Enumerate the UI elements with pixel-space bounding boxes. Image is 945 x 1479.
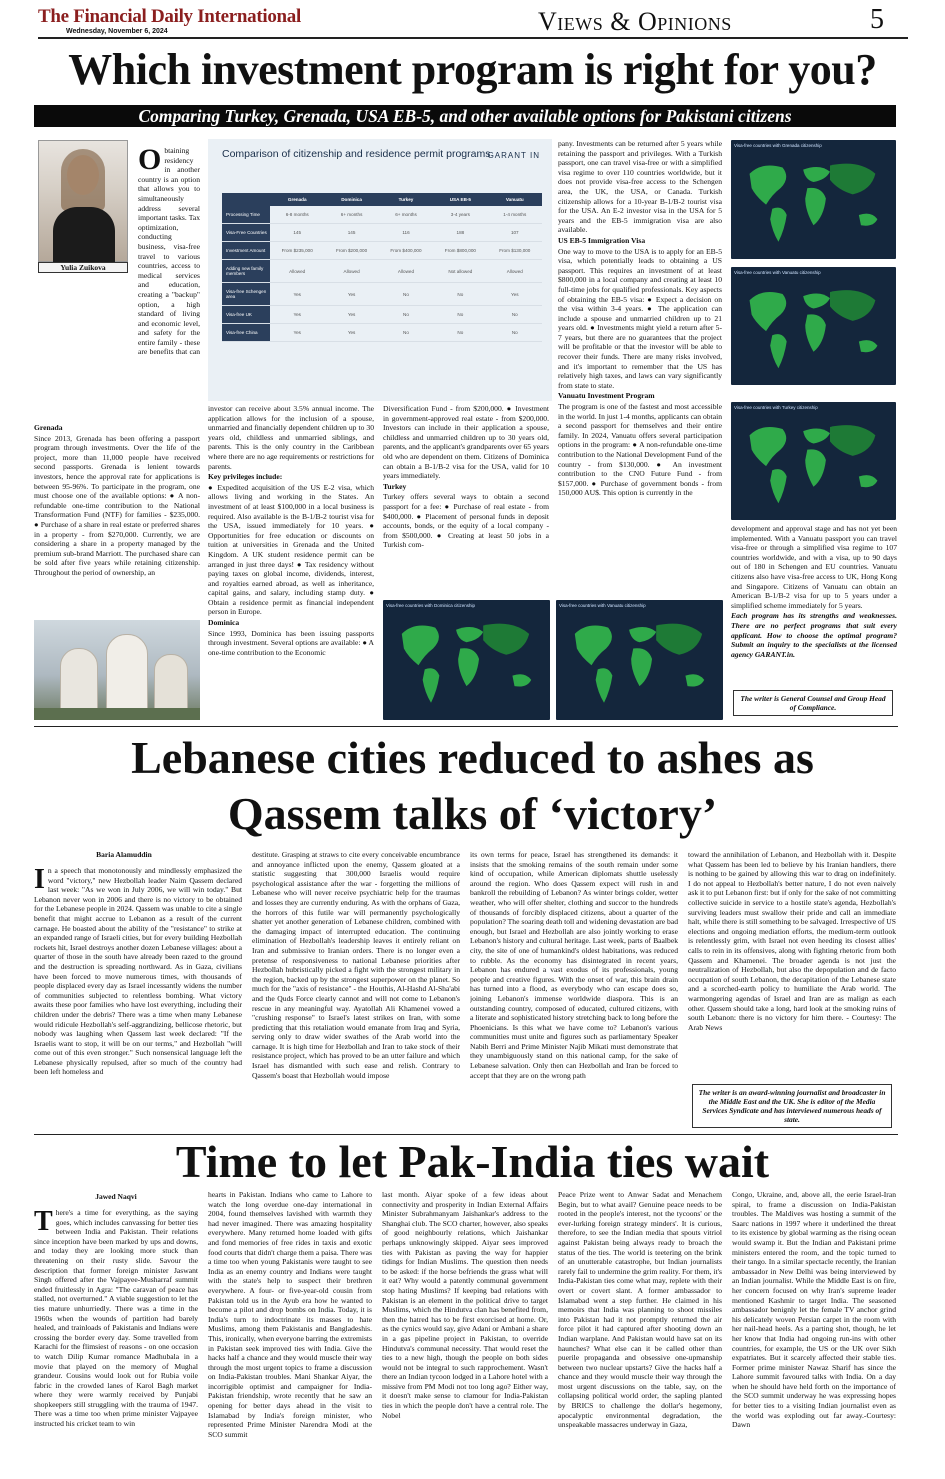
garant-logo: GARANT IN <box>487 151 540 160</box>
table-row-label: Visa-Free Countries <box>222 224 270 242</box>
a1-col3 <box>383 404 549 594</box>
table-row-label: Processing Time <box>222 206 270 224</box>
table-cell: 1-4 months <box>488 206 542 224</box>
a1-text-4: pany. Investments can be returned after 5 years while retaining the passport and privileges. With a Turkish passport, one can travel visa-free or with a simplified visa regime to over 110 countries worldwide, but it does not provide visa-free access to the Schengen area, the UK, the USA, or Canada. Turkish citizenship allows for a 10-year B-1/B-2 tourist visa for the USA. An E-2 investor visa in the USA for 5 years and the EB-5 immigration visa are also available. <box>558 139 722 235</box>
subhead-dominica: Dominica <box>208 618 240 628</box>
table-cell: From $400,000 <box>379 242 433 260</box>
author-photo <box>38 140 128 262</box>
headline-investment: Which investment program is right for you? <box>68 45 877 94</box>
table-cell: Allowed <box>324 260 378 283</box>
table-row <box>222 242 542 260</box>
map-turkey <box>731 402 896 520</box>
a1-text-4c: One way to move to the USA is to apply for an EB-5 visa, which potentially leads to obtaining a US passport. This requires an investment of at least $800,000 in a local company and creating at least 10 full-time jobs for qualified professionals. Key aspects of obtaining the EB-5 visa: ● Expect a decision on the visa within 3-4 years. ● The application can include a spouse and unmarried children up to 21 years old. ● Investments might yield a return after 5-7 years, but there are no guarantees that the project will be profitable or that the investor will be able to recover their funds. There are many risks involved, and it's important to remember that the US has relatively high taxes, and laws can vary significantly from state to state. <box>558 246 722 390</box>
table-row <box>222 283 542 306</box>
a1-text-2c: ● Expedited acquisition of the US E-2 visa, which allows living and working in the States. An investment of at least $100,000 in a local business is required. Also available is the B-1/B-2 tourist visa for the USA, issued immediately for 10 years. ● Opportunities for free education or discounts on tuition at universities in Grenada and the United Kingdom. A UK student residence permit can be arranged in just three days! ● Tax residency without paying taxes on global income, dividends, interest, and royalties earned abroad, as well as inheritance, capital gains, and salary, including stamp duty. ● Obtain a residence permit as financial independent person in Europe. <box>208 482 374 617</box>
section-name: Views & Opinions <box>538 7 732 36</box>
a2-col2 <box>252 850 460 1130</box>
table-row-label: Adding new family members <box>222 260 270 283</box>
table-row-label: Visa-free China <box>222 324 270 342</box>
table-col-header: USA EB-5 <box>433 193 487 206</box>
table-cell: From $800,000 <box>433 242 487 260</box>
a2-col3 <box>470 850 678 1130</box>
page-number: 5 <box>870 4 884 35</box>
paper-name: The Financial Daily International <box>38 6 301 27</box>
a1-text-4e: The program is one of the fastest and most accessible in the world. In just 1-4 months, applicants can obtain a second passport for themselves and their entire family. In 2024, Vanuatu offers several participation options in the program: ● A non-refundable one-time contribution to the National Development Fund of the country - from $130,000. ● An investment contribution to the CNO Future Fund - from $157,000. ● Purchase of government bonds - from 150,000 AU$. This option is currently in the <box>558 402 722 498</box>
world-map-graphic <box>731 402 896 520</box>
table-cell: Yes <box>324 306 378 324</box>
table-cell: No <box>379 306 433 324</box>
table-title: Comparison of citizenship and residence permit programs <box>222 148 491 160</box>
table-corner <box>222 193 270 206</box>
table-cell: 116 <box>379 224 433 242</box>
subhead-grenada: Grenada <box>34 423 63 432</box>
a3-col2 <box>208 1190 372 1476</box>
table-cell: Yes <box>488 283 542 306</box>
issue-date: Wednesday, November 6, 2024 <box>66 28 168 35</box>
table-cell: From $200,000 <box>324 242 378 260</box>
byline-naqvi: Jawed Naqvi <box>95 1192 137 1201</box>
map-title: Visa-free countries with Vanuatu citizenship <box>559 603 646 608</box>
a2-text-2: destitute. Grasping at straws to cite every conceivable encumbrance and annoyance inflicted upon the enemy, Qassem gloated at a statistic suggesting that 300,000 Israelis would require psychological assistance after the war - forgetting the millions of Lebanese who will never receive psychiatric help for the traumas and losses they are currently enduring. As with the orphans of Gaza, the horrors of this futile war will permanently psychologically shatter yet another generation of Lebanese children, combined with the damaging impact of interrupted education. The continuing elimination of Hezbollah's leadership leaves it entirely reliant on Iran and submissive to Iranian orders. There is no longer even a pretense of responsiveness to national Lebanese priorities after Hezbollah hubristically picked a fight with the strongest military in the region, backed up by the strongest superpower on the planet. So much for the "axis of resistance" - the Houthis, Al-Hashd Al-Sha'abi and the Quds Force clearly cannot and will not come to Lebanon's rescue in any meaningful way. Ayatollah Ali Khamenei vowed a "crushing response" to Israel's latest strikes on Iran, with some predicting that this retaliation would emanate from Iraq and Syria, serving only to draw wider swathes of the Arab world into the carnage. It is high time for Hezbollah and Iran to take stock of their resistance project, which has proved to be an utter failure and which Israel has dismantled with such ease and relish. Contrary to Qassem's boast that Hezbollah would impose <box>252 850 460 1080</box>
a3-text-4: Peace Prize went to Anwar Sadat and Menachem Begin, but to what avail? Genuine peace needs to be rooted in the people's interest, not the tycoons' or the ever-lurking foreign strategy minders'. It is curious, therefore, to see the Indian media that spouts vitriol against Pakistan being always ready to broach the status of the ties. The world is teetering on the brink of an unutterable catastrophe, but Indian journalists rarely fail to undermine the grim reality. For them, it's India-Pakistan ties come what may, replete with their overt or covert slant. A former ambassador to Islamabad went a step further. He claimed in his memoirs that India was planning to shoot missiles into Pakistan had it not promptly returned the air force pilot it had captured after shooting down an Indian warplane. And Pakistan would have sat on its haunches? What else can it be called other than puerile propaganda and obsessive one-upmanship between two nuclear upstarts? Give the hacks half a chance and they would muscle their way through the most urgent discussions on the table, say, on the collapsing political world order, the sapling planted by BRICS to challenge the dollar's hegemony, apocalyptic environmental degradation, the unspeakable massacres underway in Gaza, <box>558 1190 722 1430</box>
table-cell: Yes <box>270 324 324 342</box>
a1-col2 <box>208 404 374 722</box>
table-cell: No <box>433 283 487 306</box>
section-rule-1 <box>34 726 898 727</box>
table-row <box>222 206 542 224</box>
a3-text-3: last month. Aiyar spoke of a few ideas about connectivity and prosperity in Indian External Affairs Minister Subrahmanyam Jaishankar's address to the Shanghai club. The SCO charter, however, also speaks of good neighbourly relations, which Jaishankar perhaps unknowingly skipped. Aiyar sees improved ties with Pakistan as paving the way for happier tidings for Indian Muslims. The question then needs to be asked: if the horse befriends the grass what will it eat? Why would a patently communal government stop hating Muslims? If keeping bad relations with Pakistan is an element in the political drive to target Muslims, which the Hindutva clan has benefited from, then the hatred has to be first exorcised at home. Or, as the cynics would say, give Adani or Ambani a share in a gas pipeline project in Pakistan, to override Hindutva's communal necessity. That would reset the ties to a new high, though the people on both sides would not be integral to such rapprochement. Wasn't there an Indian tycoon lodged in a Lahore hotel with a missive from PM Modi not too long ago? Either way, it doesn't make sense to clamour for India-Pakistan ties in which the people don't have a central role. The Nobel <box>382 1190 548 1420</box>
subhead-turkey: Turkey <box>383 481 407 491</box>
map-vanuatu-bottom <box>556 600 723 720</box>
table-cell: 3-4 years <box>433 206 487 224</box>
world-map-graphic <box>731 140 896 259</box>
table-cell: No <box>379 283 433 306</box>
drop-cap: T <box>34 1208 53 1237</box>
masthead-rule <box>38 37 908 39</box>
a1-text-2: investor can receive about 3.5% annual income. The application allows for the inclusion of a spouse, unmarried and financially dependent children up to 30 years old, childless and unmarried siblings, and parents. This is the only country in the Caribbean where there are no age requirements or restrictions for parents. <box>208 404 374 471</box>
headline-lebanon-1: Lebanese cities reduced to ashes as <box>131 732 814 783</box>
map-title: Visa-free countries with Vanuatu citizenship <box>734 270 821 275</box>
drop-cap: O <box>138 146 162 176</box>
hotel-image <box>34 620 200 720</box>
table-cell: Allowed <box>379 260 433 283</box>
headline-pakindia: Time to let Pak-India ties wait <box>175 1136 770 1187</box>
table-cell: Allowed <box>270 260 324 283</box>
a1-text-3: Diversification Fund - from $200,000. ● Investment in government-approved real estate - from $200,000. Investors can include in their application a spouse, childless and unmarried children up to 30 years old, parents, and the applicant's grandparents over 65 years old who are dependent on them. Citizens of Dominica can obtain a B-1/B-2 visa for the USA, valid for 10 years immediately. <box>383 404 549 481</box>
world-map-graphic <box>556 600 723 720</box>
table-cell: 6+ months <box>324 206 378 224</box>
subhead-key-privileges: Key privileges include: <box>208 472 283 482</box>
table-row-label: Investment Amount <box>222 242 270 260</box>
table-cell: From $130,000 <box>488 242 542 260</box>
section-rule-2 <box>34 1134 898 1135</box>
table-col-header: Dominica <box>324 193 378 206</box>
a1-text-3c: Turkey offers several ways to obtain a second passport for a fee: ● Purchase of real estate - from $400,000. ● Placement of personal funds in deposit accounts, bonds, or the equity of a local company - from $500,000. ● Creating at least 50 jobs in a Turkish com- <box>383 492 549 550</box>
table-cell: 145 <box>270 224 324 242</box>
table-cell: 145 <box>324 224 378 242</box>
table-cell: From $235,000 <box>270 242 324 260</box>
a3-col1 <box>34 1208 198 1476</box>
table-cell: No <box>488 324 542 342</box>
a3-col4 <box>558 1190 722 1476</box>
table-cell: 6+ months <box>379 206 433 224</box>
subhead-vanuatu: Vanuatu Investment Program <box>558 391 655 401</box>
table-cell: No <box>433 324 487 342</box>
table-col-header: Turkey <box>379 193 433 206</box>
deck-bar <box>34 105 896 127</box>
a2-text-4: toward the annihilation of Lebanon, and Hezbollah with it. Despite what Qassem has been led to believe by his Iranian handlers, there is nothing to be gained by allowing this war to drag on indefinitely. I do not appeal to Hezbollah's better nature, I do not even naively ask it to put Lebanon first: but if only for the sake of not committing collective suicide in service to a hostile state's agenda, Hezbollah's surviving leaders must swallow their pride and call an immediate halt, while there is still something to be salvaged. Irrespective of US elections and ongoing mediation efforts, the medium-term outlook is relentlessly grim, with Israel not even heeding its closest allies' calls to rein in its offensives, along with fighting rhetoric from both Qassem and Khamenei. The broader agenda is not just the neutralization of Hezbollah, but also the depopulation and de facto occupation of south Lebanon, the decapitation of the Lebanese state and a scorched-earth policy to humiliate the Arab world. The warmongering agendas of Israel and Iran are as malign as each other. Qassem should take a long, hard look at the smoking ruins of south Lebanon: there is no victory for him there. - Courtesy: The Arab News <box>688 850 896 1032</box>
author-name: Yulia Zuikova <box>38 262 128 273</box>
a1-text-1c: Since 2013, Grenada has been offering a passport program through investments. Over the life of the project, more than 11,000 people have received second passports. Grenada is lenient towards investors, hence the approval rate for applications is between 95-96%. To participate in the program, one must choose one of the available options: ● A non-refundable one-time contribution to the National Transformation Fund (NTF) for families - $235,000. ● Purchase of a share in real estate or preferred shares in a property - from $270,000. Currently, we are considering a share in a property managed by the premium sub-brand Marriott. The purchased share can be sold after five years while retaining citizenship. Throughout the period of ownership, an <box>34 433 200 577</box>
a3-text-5: Congo, Ukraine, and, above all, the eerie Israel-Iran spiral, to frame a discussion on India-Pakistan troubles. The Maldives was hosting a summit of the Saarc nations in 1997 where it underlined the threat to its existence by global warming as the rising ocean would swamp it. But the Indian and Pakistani prime ministers entered the room, and the topic turned to their tango. In a similar spectacle recently, the Iranian ambassador in New Delhi was being interviewed by an Indian journalist. While the Middle East is on fire, her concern focused on why Iran's supreme leader mentioned Kashmir to target India. The seasoned ambassador benignly let the female TV anchor grind his delicately woven Persian carpet in the room with her nail-head heels. As a parting shot, though, he let her know that India had ongoing run-ins with other countries, for example, the US or the UK over Sikh expatriates. But it scarcely affected their stable ties. Former prime minister Nawaz Sharif has since the Lahore summit favoured talks with India. On a day when he should have held forth on the importance of the SCO summit underway he was expressing hopes for better ties to a visiting Indian journalist even as the world was exploding out far away.-Courtesy: Dawn <box>732 1190 896 1430</box>
map-grenada <box>731 140 896 259</box>
a1-col1-top <box>138 146 200 356</box>
table-cell: 188 <box>433 224 487 242</box>
a1-conclusion: Each program has its strengths and weaknesses. There are no perfect programs that suit every applicant. How to choose the optimal program? Submit an inquiry to the specialists at the licensed agency GARANT.in. <box>731 611 897 659</box>
byline-alamuddin: Baria Alamuddin <box>96 850 152 859</box>
a3-text-1: here's a time for everything, as the saying goes, which includes canvassing for better ties between India and Pakistan. Their relations since inception have been marked by ups and downs, and today they are looking more stuck than threatening on their rusty slide. Savour the description that former foreign minister Jaswant Singh offered after the Vajpayee-Musharraf summit ended fruitlessly in Agra: "The caravan of peace has stalled, not overturned." A viable suggestion to let the ties mature unhurriedly. There was a time in the 1960s when the wounds of partition had barely healed, and trainloads of Pakistanis and Indians were crossing the border every day. Some travelled from Karachi for the flimsiest of reasons - on one occasion to watch Dilip Kumar romance Madhubala in a movie that played on the memory of Mughal grandeur. Cousins would look out for Rubia voile fabric in the crowded lanes of Karol Bagh market where they were warmly received by Punjabi shopkeepers still struggling with the trauma of 1947. There was a time too when prime minister Vajpayee instructed his cricket team to win <box>34 1208 198 1429</box>
table-row-label: Visa-free Schengen area <box>222 283 270 306</box>
table-cell: No <box>379 324 433 342</box>
table-cell: Yes <box>324 324 378 342</box>
map-dominica <box>383 600 550 720</box>
table-cell: Allowed <box>488 260 542 283</box>
table-row-label: Visa-free UK <box>222 306 270 324</box>
a2-text-1: n a speech that monotonously and mindlessly emphasized the word "victory," new Hezbollah leader Naim Qassem declared last week: "As we won in July 2006, we will win today." But Lebanon never won in 2006 and there is no victory to be obtained for the Lebanese people in 2024. Qassem was unable to cite a single benefit that might accrue to Lebanon as a result of the current carnage. He boasted about the ability of the "resistance" to strike at an expanded range of Israeli cities, but for every building Hezbollah rockets hit, Israel destroys another dozen Lebanese villages: about a quarter of those in the south have already been razed to the ground and the destruction is spreading northward. As in Gaza, civilians have been forced to move numerous times, with thousands of people displaced every day as Israel incessantly widens the number of communities subjected to relentless bombing. What victory awaits these poor families who have lost everything, including their children under the debris? There was a time when many Lebanese would ridicule Hezbollah's self-aggrandizing, bellicose rhetoric, but nobody was laughing when Qassem last week declared: "If the Israelis want to stop, it will be on our terms," and Hezbollah "will come out of this even stronger." Such nonsensical language left the Lebanese physically repulsed, after so much of the country had been left homeless and <box>34 866 242 1077</box>
comparison-table <box>222 193 542 342</box>
table-row <box>222 224 542 242</box>
map-title: Visa-free countries with Turkey citizenship <box>734 405 818 410</box>
headline-lebanon-2: Qassem talks of ‘victory’ <box>227 788 718 839</box>
subhead-eb5: US EB-5 Immigration Visa <box>558 235 646 245</box>
table-row <box>222 324 542 342</box>
table-col-header: Vanuatu <box>488 193 542 206</box>
a2-bio-box: The writer is an award-winning journalist and broadcaster in the Middle East and the UK. She is editor of the Media Services Syndicate and has interviewed numerous heads of state. <box>692 1084 892 1128</box>
map-vanuatu <box>731 267 896 385</box>
a3-text-2: hearts in Pakistan. Indians who came to Lahore to watch the long overdue one-day international in 2004, found themselves lavished with warmth they had never imagined. There was amazing hospitality everywhere. Many returned home loaded with gifts and fond memories of free rides in taxis and exotic food courts that didn't charge them a paisa. There was a time too when young Pakistanis were taught to see India as an enemy country and Indians were taught with the state's help to suspect their brethren everywhere. A four- or five-year-old cousin from Pakistan told us in the Ayub era how he wanted to become a pilot and drop bombs on India. Today, it is India's turn to indoctrinate its masses to hate Muslims, among them Pakistanis and Bangladeshis. This, ironically, when everyone barring the extremists in Pakistan seek improved ties with India. Give the hacks half a chance and they would muscle their way through the most urgent topics to frame a discussion on India-Pakistan troubles. Mani Shankar Aiyar, the incorrigible optimist and campaigner for India-Pakistan friendship, wrote recently that he saw an opening for better days ahead in the visit to Islamabad by India's foreign minister, who represented Prime Minister Narendra Modi at the SCO summit <box>208 1190 372 1439</box>
map-title: Visa-free countries with Grenada citizenship <box>734 143 822 148</box>
table-col-header: Grenada <box>270 193 324 206</box>
drop-cap: I <box>34 866 45 895</box>
table-row <box>222 260 542 283</box>
a1-text-1: btaining residency in another country is an option that allows you to simultaneously address several important tasks. Tax optimization, conducting business, visa-free travel to various countries, access to medical services and education, creating a "backup" option, a high standard of living and economic level, and safety for the entire family - these are benefits that can <box>138 146 200 356</box>
table-cell: 6-8 months <box>270 206 324 224</box>
a1-text-5: development and approval stage and has not yet been implemented. With a Vanuatu passport you can travel visa-free or through a simplified visa regime to 107 countries worldwide, and with a visa, up to 90 days out of 180 in Schengen and EU countries. Vanuatu citizens also have visa-free access to UK, Hong Kong and Singapore. Citizens of Vanuatu can obtain an American B-1/B-2 visa for up to 5 years under a simplified scheme immediately for 5 years. <box>731 524 897 610</box>
table-cell: No <box>433 306 487 324</box>
a1-bio-box: The writer is General Counsel and Group Head of Compliance. <box>733 690 893 716</box>
a3-col5 <box>732 1190 896 1476</box>
table-cell: 107 <box>488 224 542 242</box>
a2-col4 <box>688 850 896 1076</box>
a1-col5 <box>731 524 897 684</box>
map-title: Visa-free countries with Dominica citizenship <box>386 603 475 608</box>
a1-col4 <box>558 139 722 597</box>
table-cell: Yes <box>324 283 378 306</box>
a3-col3 <box>382 1190 548 1476</box>
comparison-table-graphic <box>208 139 552 401</box>
a2-text-3: its own terms for peace, Israel has strengthened its demands: it insists that the smoking remains of the south remain under some kind of occupation, while American diplomats shuttle uselessly around the region. Who does Qassem expect will rush in and bankroll the rebuilding of Lebanon? As winter brings colder, wetter weather, who will offer shelter, clothing and succor to the hundreds of thousands of forcibly displaced citizens, about a quarter of the population? The soaring death toll and widening devastation are bad enough, but Israel and Hezbollah are also jointly working to erase Lebanon's history and cultural heritage. Last week, parts of Baalbek city, the site of one of humankind's oldest habitations, was reduced to rubble. As the economy has disintegrated in recent years, Lebanon has endured a vast exodus of its professionals, young people and creative figures. With the onset of war, this brain drain has turned into a flood, as everybody who can escape does so, joining Lebanon's immense worldwide diaspora. This is an outstanding country, composed of educated, cultured citizens, with a literate and sophisticated history stretching back to long before the Phoenicians. Is this what we have come to? Lebanon's various communities must unite and figures such as parliamentary Speaker Nabih Berri and Prime Minister Najib Mikati must demonstrate that they unambiguously stand on this national camp, for the sake of Lebanese salvation. Only then can Hezbollah and Iran be forced to accept that they are on the wrong path <box>470 850 678 1080</box>
a2-col1 <box>34 866 242 1130</box>
table-cell: Yes <box>270 306 324 324</box>
table-cell: Not allowed <box>433 260 487 283</box>
table-cell: No <box>488 306 542 324</box>
world-map-graphic <box>731 267 896 385</box>
a1-text-2e: Since 1993, Dominica has been issuing passports through investment. Several options are available: ● A one-time contribution to the Economic <box>208 628 374 657</box>
a1-col1 <box>34 355 200 615</box>
world-map-graphic <box>383 600 550 720</box>
table-cell: Yes <box>270 283 324 306</box>
table-row <box>222 306 542 324</box>
deck-text: Comparing Turkey, Grenada, USA EB-5, and other available options for Pakistani citizens <box>138 106 792 126</box>
masthead <box>38 6 908 34</box>
